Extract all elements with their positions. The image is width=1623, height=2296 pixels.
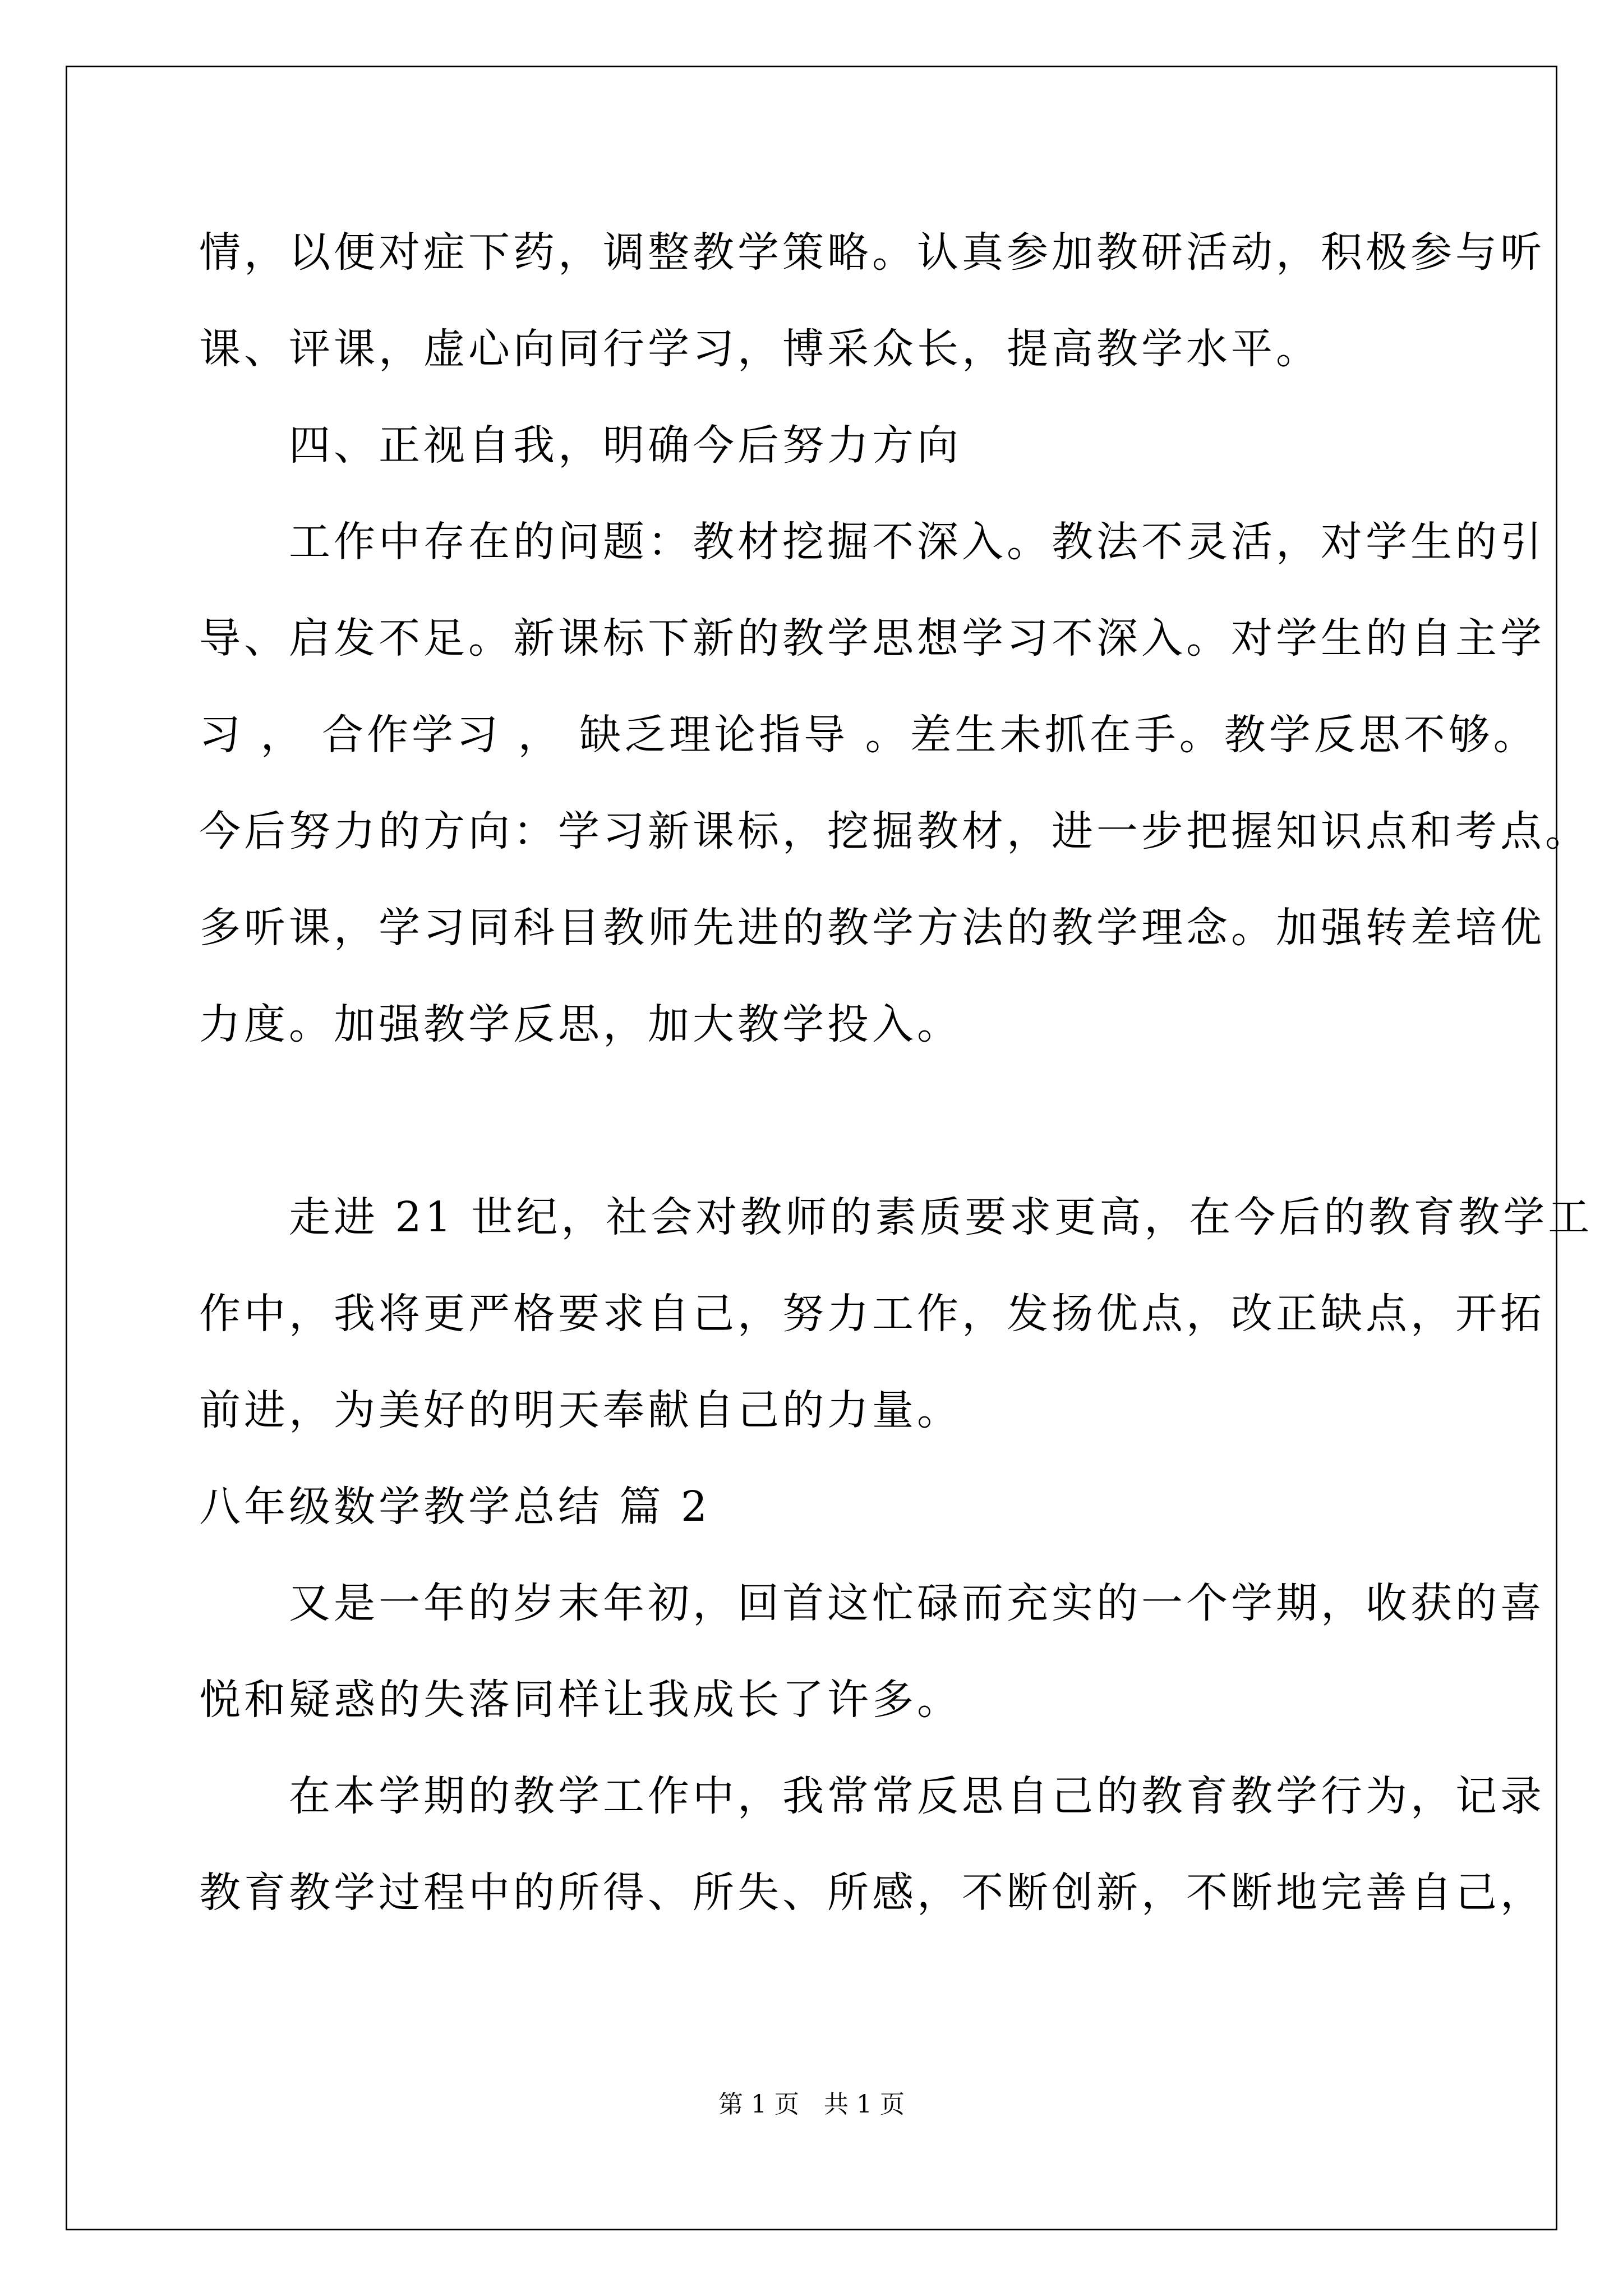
paragraph-line: 习 ， 合作学习 ， 缺乏理论指导 。差生未抓在手。教学反思不够。 [199, 711, 1538, 759]
paragraph-line: 力度。加强教学反思，加大教学投入。 [199, 1000, 962, 1048]
paragraph-line: 又是一年的岁末年初，回首这忙碌而充实的一个学期，收获的喜 [199, 1579, 1545, 1627]
paragraph-line: 今后努力的方向：学习新课标，挖掘教材，进一步把握知识点和考点。 [199, 807, 1590, 855]
paragraph-line: 前进，为美好的明天奉献自己的力量。 [199, 1386, 962, 1434]
paragraph-line: 课、评课，虚心向同行学习，博采众长，提高教学水平。 [199, 325, 1321, 373]
page-number: 第 1 页 共 1 页 [718, 2090, 905, 2119]
paragraph-line: 作中，我将更严格要求自己，努力工作，发扬优点，改正缺点，开拓 [199, 1290, 1545, 1338]
paragraph-line: 走进 21 世纪，社会对教师的素质要求更高，在今后的教育教学工 [199, 1193, 1593, 1241]
paragraph-line: 导、启发不足。新课标下新的教学思想学习不深入。对学生的自主学 [199, 614, 1545, 662]
paragraph-line: 教育教学过程中的所得、所失、所感，不断创新，不断地完善自己， [199, 1869, 1545, 1917]
article-title: 八年级数学教学总结 篇 2 [199, 1483, 711, 1531]
paragraph-line: 多听课，学习同科目教师先进的教学方法的教学理念。加强转差培优 [199, 904, 1545, 952]
paragraph-line: 悦和疑惑的失落同样让我成长了许多。 [199, 1676, 962, 1724]
section-heading: 四、正视自我，明确今后努力方向 [199, 421, 962, 470]
paragraph-line: 工作中存在的问题：教材挖掘不深入。教法不灵活，对学生的引 [199, 518, 1545, 566]
paragraph-line: 在本学期的教学工作中，我常常反思自己的教育教学行为，记录 [199, 1772, 1545, 1820]
paragraph-line: 情，以便对症下药，调整教学策略。认真参加教研活动，积极参与听 [199, 228, 1545, 277]
